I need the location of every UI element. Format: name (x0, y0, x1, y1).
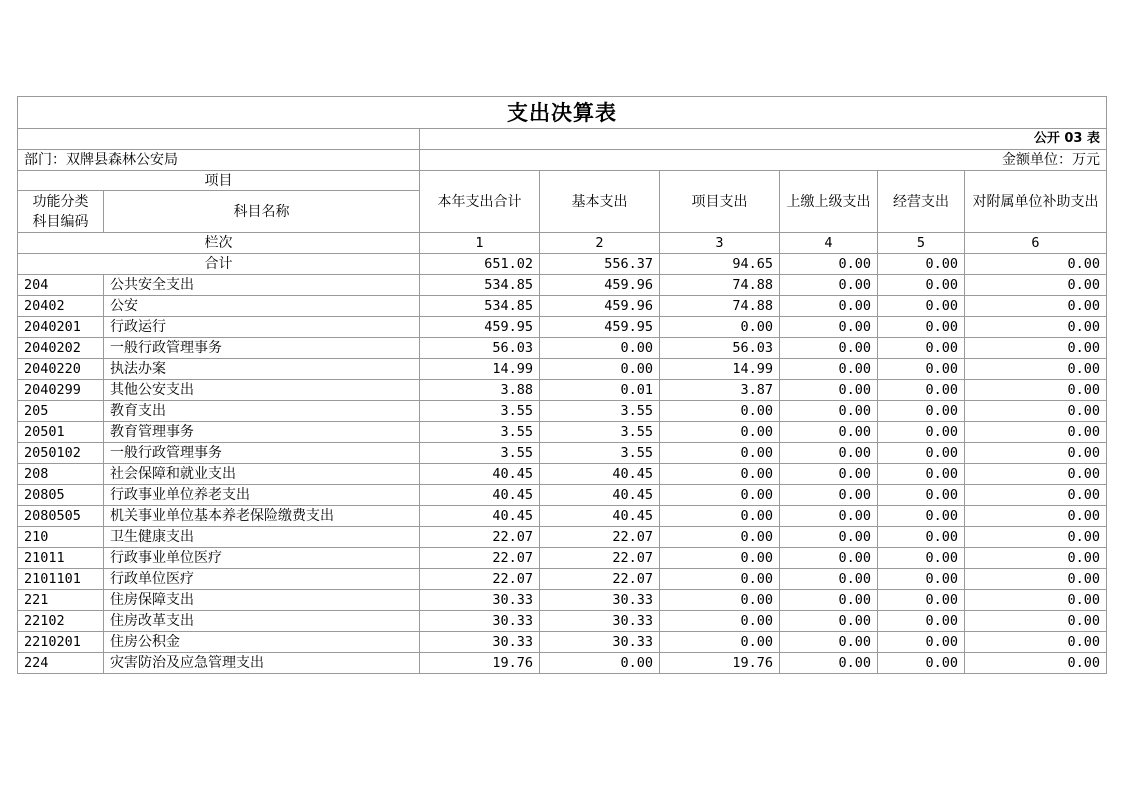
row-total: 40.45 (420, 485, 540, 506)
row-upper: 0.00 (780, 590, 878, 611)
row-upper: 0.00 (780, 485, 878, 506)
row-business: 0.00 (878, 275, 965, 296)
row-subsidy: 0.00 (965, 338, 1107, 359)
row-project: 0.00 (660, 401, 780, 422)
row-upper: 0.00 (780, 527, 878, 548)
table-row (18, 422, 1107, 443)
row-code: 20501 (18, 422, 104, 443)
row-project: 0.00 (660, 527, 780, 548)
row-project: 0.00 (660, 548, 780, 569)
row-upper: 0.00 (780, 380, 878, 401)
row-total: 40.45 (420, 506, 540, 527)
table-row (18, 569, 1107, 590)
row-business: 0.00 (878, 359, 965, 380)
row-subsidy: 0.00 (965, 401, 1107, 422)
table-row (18, 317, 1107, 338)
row-project: 0.00 (660, 443, 780, 464)
row-upper: 0.00 (780, 506, 878, 527)
row-upper: 0.00 (780, 611, 878, 632)
header-item: 项目 (18, 171, 420, 191)
row-business: 0.00 (878, 527, 965, 548)
row-code: 204 (18, 275, 104, 296)
unit-label: 金额单位：万元 (420, 150, 1107, 171)
form-number: 公开 03 表 (420, 129, 1107, 150)
header-business: 经营支出 (878, 171, 965, 233)
row-total: 30.33 (420, 590, 540, 611)
row-subject-name: 行政运行 (104, 317, 420, 338)
row-upper: 0.00 (780, 653, 878, 674)
row-upper: 0.00 (780, 632, 878, 653)
row-upper: 0.00 (780, 422, 878, 443)
row-business: 0.00 (878, 401, 965, 422)
row-total: 56.03 (420, 338, 540, 359)
row-total: 30.33 (420, 632, 540, 653)
col-num-1: 1 (420, 233, 540, 254)
row-business: 0.00 (878, 590, 965, 611)
row-total: 40.45 (420, 464, 540, 485)
row-business: 0.00 (878, 632, 965, 653)
table-row (18, 380, 1107, 401)
row-subject-name: 灾害防治及应急管理支出 (104, 653, 420, 674)
row-basic: 3.55 (540, 443, 660, 464)
row-code: 2101101 (18, 569, 104, 590)
row-basic: 0.01 (540, 380, 660, 401)
sum-basic: 556.37 (540, 254, 660, 275)
row-basic: 22.07 (540, 527, 660, 548)
row-total: 534.85 (420, 275, 540, 296)
row-upper: 0.00 (780, 338, 878, 359)
table-row (18, 338, 1107, 359)
row-subject-name: 一般行政管理事务 (104, 443, 420, 464)
row-business: 0.00 (878, 338, 965, 359)
table-row (18, 296, 1107, 317)
table-row (18, 275, 1107, 296)
table-title: 支出决算表 (18, 97, 1107, 129)
row-total: 22.07 (420, 548, 540, 569)
row-subsidy: 0.00 (965, 611, 1107, 632)
row-subject-name: 其他公安支出 (104, 380, 420, 401)
row-code: 221 (18, 590, 104, 611)
row-subject-name: 行政单位医疗 (104, 569, 420, 590)
row-basic: 459.96 (540, 275, 660, 296)
row-subject-name: 公安 (104, 296, 420, 317)
row-subject-name: 教育支出 (104, 401, 420, 422)
row-subsidy: 0.00 (965, 296, 1107, 317)
sum-subsidy: 0.00 (965, 254, 1107, 275)
header-subject-name: 科目名称 (104, 191, 420, 233)
row-total: 3.55 (420, 422, 540, 443)
sum-total: 651.02 (420, 254, 540, 275)
row-project: 0.00 (660, 422, 780, 443)
row-project: 0.00 (660, 317, 780, 338)
row-upper: 0.00 (780, 464, 878, 485)
row-basic: 3.55 (540, 401, 660, 422)
row-basic: 459.96 (540, 296, 660, 317)
row-subject-name: 住房保障支出 (104, 590, 420, 611)
row-upper: 0.00 (780, 401, 878, 422)
row-total: 14.99 (420, 359, 540, 380)
row-business: 0.00 (878, 569, 965, 590)
row-total: 30.33 (420, 611, 540, 632)
table-row (18, 632, 1107, 653)
header-subsidy: 对附属单位补助支出 (965, 171, 1107, 233)
row-subsidy: 0.00 (965, 569, 1107, 590)
expenditure-sheet (17, 96, 1106, 674)
row-basic: 40.45 (540, 506, 660, 527)
row-basic: 0.00 (540, 653, 660, 674)
table-row (18, 485, 1107, 506)
row-code: 2040202 (18, 338, 104, 359)
col-num-5: 5 (878, 233, 965, 254)
col-num-2: 2 (540, 233, 660, 254)
row-upper: 0.00 (780, 548, 878, 569)
col-num-3: 3 (660, 233, 780, 254)
sum-label: 合计 (18, 254, 420, 275)
row-subject-name: 教育管理事务 (104, 422, 420, 443)
row-project: 0.00 (660, 569, 780, 590)
row-subject-name: 社会保障和就业支出 (104, 464, 420, 485)
sum-row (18, 254, 1107, 275)
row-code: 22102 (18, 611, 104, 632)
row-business: 0.00 (878, 317, 965, 338)
row-subject-name: 行政事业单位养老支出 (104, 485, 420, 506)
row-upper: 0.00 (780, 275, 878, 296)
row-basic: 40.45 (540, 485, 660, 506)
table-body (18, 275, 1107, 674)
row-code: 20402 (18, 296, 104, 317)
table-row (18, 590, 1107, 611)
row-total: 22.07 (420, 569, 540, 590)
row-project: 14.99 (660, 359, 780, 380)
table-row (18, 359, 1107, 380)
row-project: 0.00 (660, 464, 780, 485)
row-business: 0.00 (878, 506, 965, 527)
row-subject-name: 卫生健康支出 (104, 527, 420, 548)
row-upper: 0.00 (780, 569, 878, 590)
table-row (18, 464, 1107, 485)
row-subsidy: 0.00 (965, 590, 1107, 611)
header-total: 本年支出合计 (420, 171, 540, 233)
row-basic: 40.45 (540, 464, 660, 485)
row-project: 74.88 (660, 296, 780, 317)
sum-project: 94.65 (660, 254, 780, 275)
row-subsidy: 0.00 (965, 359, 1107, 380)
row-subsidy: 0.00 (965, 380, 1107, 401)
row-code: 2210201 (18, 632, 104, 653)
row-upper: 0.00 (780, 359, 878, 380)
header-upper: 上缴上级支出 (780, 171, 878, 233)
row-subject-name: 执法办案 (104, 359, 420, 380)
table-row (18, 401, 1107, 422)
row-upper: 0.00 (780, 317, 878, 338)
row-business: 0.00 (878, 464, 965, 485)
row-code: 208 (18, 464, 104, 485)
row-code: 2050102 (18, 443, 104, 464)
row-basic: 3.55 (540, 422, 660, 443)
row-business: 0.00 (878, 422, 965, 443)
row-basic: 0.00 (540, 338, 660, 359)
row-total: 22.07 (420, 527, 540, 548)
row-business: 0.00 (878, 296, 965, 317)
row-upper: 0.00 (780, 443, 878, 464)
row-upper: 0.00 (780, 296, 878, 317)
row-project: 3.87 (660, 380, 780, 401)
row-project: 0.00 (660, 590, 780, 611)
header-project: 项目支出 (660, 171, 780, 233)
row-total: 3.55 (420, 401, 540, 422)
row-basic: 0.00 (540, 359, 660, 380)
row-subject-name: 一般行政管理事务 (104, 338, 420, 359)
row-basic: 30.33 (540, 590, 660, 611)
row-code: 2040220 (18, 359, 104, 380)
column-label: 栏次 (18, 233, 420, 254)
row-subject-name: 住房改革支出 (104, 611, 420, 632)
row-subsidy: 0.00 (965, 548, 1107, 569)
row-total: 534.85 (420, 296, 540, 317)
col-num-4: 4 (780, 233, 878, 254)
row-subject-name: 住房公积金 (104, 632, 420, 653)
row-subsidy: 0.00 (965, 275, 1107, 296)
row-business: 0.00 (878, 380, 965, 401)
row-total: 3.88 (420, 380, 540, 401)
row-basic: 22.07 (540, 548, 660, 569)
row-code: 2040299 (18, 380, 104, 401)
row-code: 224 (18, 653, 104, 674)
header-basic: 基本支出 (540, 171, 660, 233)
row-project: 19.76 (660, 653, 780, 674)
table-row (18, 611, 1107, 632)
row-basic: 22.07 (540, 569, 660, 590)
row-business: 0.00 (878, 548, 965, 569)
sum-upper: 0.00 (780, 254, 878, 275)
row-business: 0.00 (878, 443, 965, 464)
blank-cell (18, 129, 420, 150)
expenditure-table (17, 96, 1107, 674)
row-subject-name: 行政事业单位医疗 (104, 548, 420, 569)
row-project: 0.00 (660, 485, 780, 506)
row-business: 0.00 (878, 611, 965, 632)
row-basic: 30.33 (540, 611, 660, 632)
row-business: 0.00 (878, 653, 965, 674)
table-row (18, 443, 1107, 464)
row-code: 21011 (18, 548, 104, 569)
header-func-code: 功能分类 科目编码 (18, 191, 104, 233)
table-row (18, 506, 1107, 527)
row-subsidy: 0.00 (965, 527, 1107, 548)
row-business: 0.00 (878, 485, 965, 506)
row-total: 459.95 (420, 317, 540, 338)
table-row (18, 653, 1107, 674)
row-subsidy: 0.00 (965, 422, 1107, 443)
row-subsidy: 0.00 (965, 464, 1107, 485)
row-code: 210 (18, 527, 104, 548)
row-total: 19.76 (420, 653, 540, 674)
row-code: 2040201 (18, 317, 104, 338)
row-total: 3.55 (420, 443, 540, 464)
row-subject-name: 公共安全支出 (104, 275, 420, 296)
row-project: 0.00 (660, 611, 780, 632)
row-code: 20805 (18, 485, 104, 506)
row-subsidy: 0.00 (965, 653, 1107, 674)
row-project: 74.88 (660, 275, 780, 296)
row-code: 2080505 (18, 506, 104, 527)
row-code: 205 (18, 401, 104, 422)
department-label: 部门：双牌县森林公安局 (18, 150, 420, 171)
row-subsidy: 0.00 (965, 506, 1107, 527)
row-basic: 30.33 (540, 632, 660, 653)
row-subsidy: 0.00 (965, 443, 1107, 464)
row-subsidy: 0.00 (965, 317, 1107, 338)
row-basic: 459.95 (540, 317, 660, 338)
row-project: 56.03 (660, 338, 780, 359)
table-row (18, 548, 1107, 569)
table-row (18, 527, 1107, 548)
row-subject-name: 机关事业单位基本养老保险缴费支出 (104, 506, 420, 527)
row-project: 0.00 (660, 506, 780, 527)
row-subsidy: 0.00 (965, 632, 1107, 653)
row-project: 0.00 (660, 632, 780, 653)
sum-business: 0.00 (878, 254, 965, 275)
row-subsidy: 0.00 (965, 485, 1107, 506)
col-num-6: 6 (965, 233, 1107, 254)
